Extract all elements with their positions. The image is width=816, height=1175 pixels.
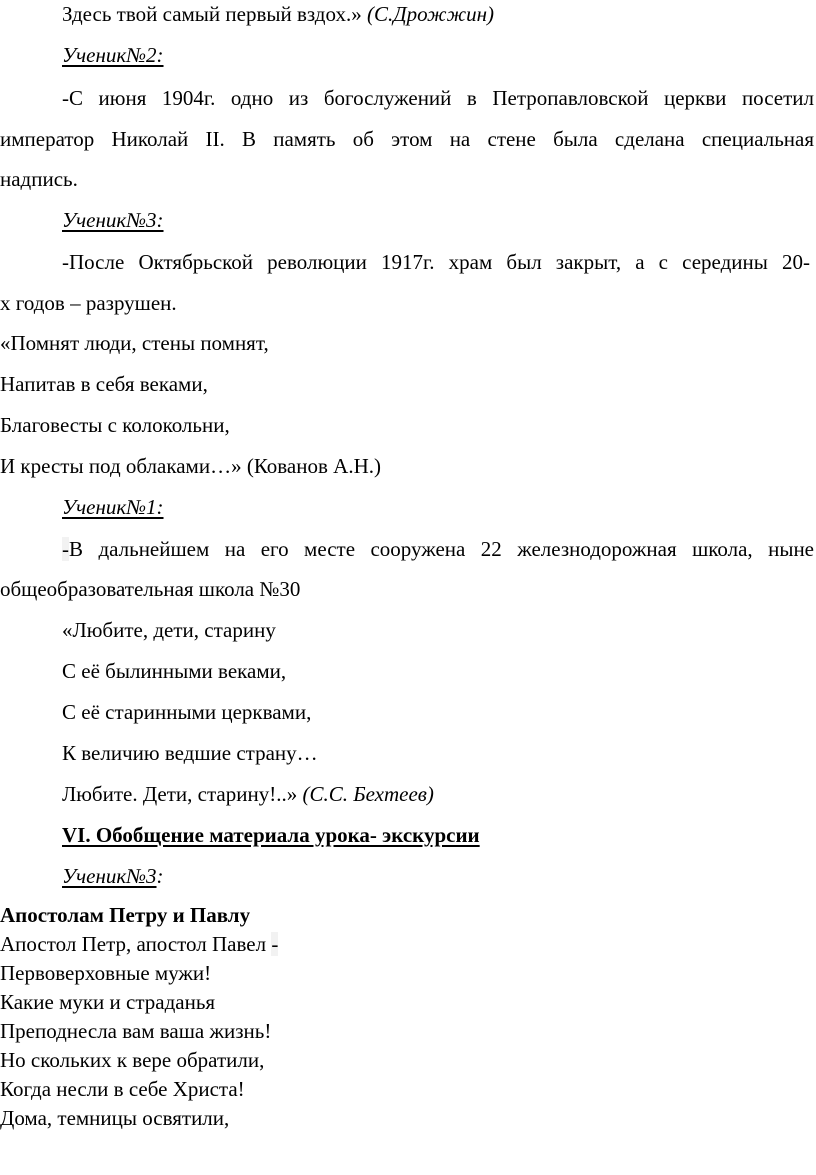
paragraph-line: император Николай II. В память об этом на стене была сделана специальная xyxy=(0,127,814,151)
poem-line: Преподнесла вам ваша жизнь! xyxy=(0,1019,272,1043)
verse-line: И кресты под облаками…» (Кованов А.Н.) xyxy=(0,454,381,478)
verse-line: Напитав в себя веками, xyxy=(0,372,208,396)
verse-line: С её былинными веками, xyxy=(62,659,287,683)
speaker-label-student-1: Ученик№1: xyxy=(62,495,164,519)
poem-line: Дома, темницы освятили, xyxy=(0,1106,230,1130)
verse-line xyxy=(62,784,434,805)
verse-citation: (С.С. Бехтеев) xyxy=(302,782,434,806)
speaker-label-student-3: Ученик№3: xyxy=(62,208,164,232)
speaker-label-student-2: Ученик№2: xyxy=(62,43,164,67)
poem-title: Апостолам Петру и Павлу xyxy=(0,903,251,927)
verse-line: С её старинными церквами, xyxy=(62,700,312,724)
verse-line: «Помнят люди, стены помнят, xyxy=(0,331,269,355)
poem-line: Какие муки и страданья xyxy=(0,990,216,1014)
verse-line: «Любите, дети, старину xyxy=(62,618,276,642)
quote-text: Здесь твой самый первый вздох.» xyxy=(62,2,367,26)
paragraph-line: -После Октябрьской революции 1917г. храм был закрыт, а с середины 20- xyxy=(62,250,810,274)
quote-closing-line xyxy=(62,4,494,25)
speaker-label-text: Ученик№3 xyxy=(62,864,157,888)
paragraph-line: надпись. xyxy=(0,167,78,191)
poem-line: Но скольких к вере обратили, xyxy=(0,1048,265,1072)
quote-citation: (С.Дрожжин) xyxy=(366,2,495,26)
paragraph-line: общеобразовательная школа №30 xyxy=(0,577,301,601)
verse-text: Любите. Дети, старину!..» xyxy=(62,782,303,806)
paragraph-line xyxy=(62,539,814,560)
speaker-label-student-3-second xyxy=(62,866,164,887)
verse-line: К величию ведшие страну… xyxy=(62,741,318,765)
paragraph-text: В дальнейшем на его месте сооружена 22 железнодорожная школа, ныне xyxy=(69,537,814,561)
poem-text: Апостол Петр, апостол Павел xyxy=(0,932,272,956)
speaker-label-colon: : xyxy=(156,864,164,888)
section-heading: VI. Обобщение материала урока- экскурсии xyxy=(62,823,480,847)
paragraph-line: -С июня 1904г. одно из богослужений в Петропавловской церкви посетил xyxy=(62,86,814,110)
poem-line: Первоверховные мужи! xyxy=(0,961,212,985)
verse-line: Благовесты с колокольни, xyxy=(0,413,230,437)
dash-mark: - xyxy=(271,932,279,956)
paragraph-line: х годов – разрушен. xyxy=(0,291,177,315)
poem-line: Когда несли в себе Христа! xyxy=(0,1077,245,1101)
dash-mark: - xyxy=(62,537,69,561)
poem-line xyxy=(0,934,278,955)
